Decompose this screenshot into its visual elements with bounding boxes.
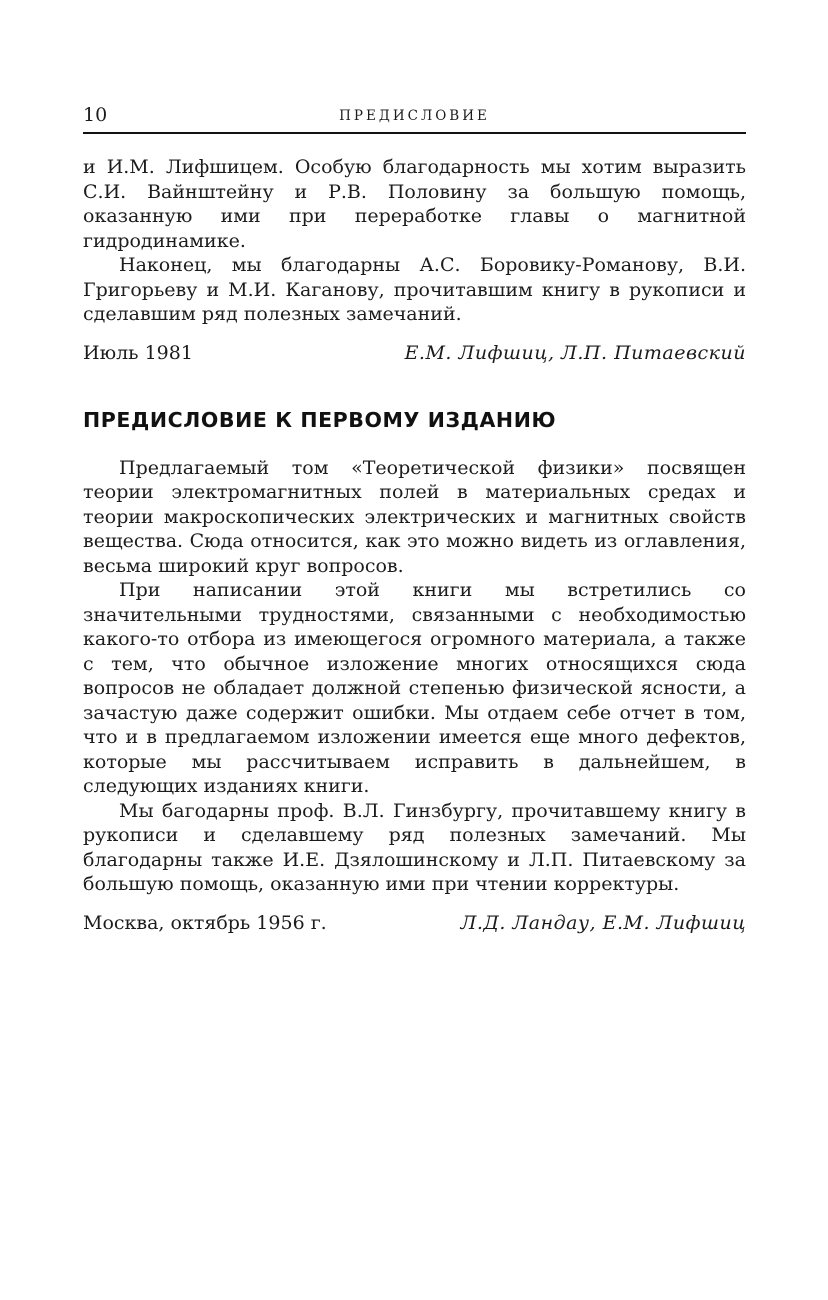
signature-authors: Л.Д. Ландау, Е.М. Лифшиц: [460, 911, 746, 934]
paragraph: Наконец, мы благодарны А.С. Боровику-Романову, В.И. Григорьеву и М.И. Каганову, прочитавшим книгу в рукописи и сделавшим ряд полезных замечаний.: [83, 254, 746, 325]
section-preface-first-edition: [83, 456, 746, 897]
page-number: 10: [83, 104, 108, 126]
text-column: [83, 103, 746, 934]
section-first-edition-tail: [83, 155, 746, 327]
running-head-title: ПРЕДИСЛОВИЕ: [339, 107, 490, 124]
paragraph: Предлагаемый том «Теоретической физики» посвящен теории электромагнитных полей в материальных средах и теории макроскопических электрических и магнитных свойств вещества. Сюда относится, как это можно видеть из оглавления, весьма широкий круг вопросов.: [83, 456, 746, 577]
paragraph: При написании этой книги мы встретились со значительными трудностями, связанными с необходимостью какого-то отбора из имеющегося огромного материала, а также с тем, что обычное изложение многих относящихся сюда вопросов не обладает должной степенью физической ясности, а зачастую даже содержит ошибки. Мы отдаем себе отчет в том, что и в предлагаемом изложении имеется еще много дефектов, которые мы рассчитываем исправить в дальнейшем, в следующих изданиях книги.: [83, 579, 746, 797]
signature-line-1956: [83, 912, 746, 934]
signature-place-date: Москва, октябрь 1956 г.: [83, 911, 327, 934]
signature-line-1981: [83, 342, 746, 364]
running-header: [83, 103, 746, 134]
signature-authors: Е.М. Лифшиц, Л.П. Питаевский: [404, 341, 746, 364]
signature-date: Июль 1981: [83, 341, 193, 364]
section-heading: ПРЕДИСЛОВИЕ К ПЕРВОМУ ИЗДАНИЮ: [83, 407, 557, 432]
paragraph: Мы багодарны проф. В.Л. Гинзбургу, прочитавшему книгу в рукописи и сделавшему ряд полезных замечаний. Мы благодарны также И.Е. Дзялошинскому и Л.П. Питаевскому за большую помощь, оказанную ими при чтении корректуры.: [83, 799, 746, 895]
paragraph: и И.М. Лифшицем. Особую благодарность мы хотим выразить С.И. Вайнштейну и Р.В. Половину за большую помощь, оказанную ими при переработке главы о магнитной гидродинамике.: [83, 156, 746, 252]
